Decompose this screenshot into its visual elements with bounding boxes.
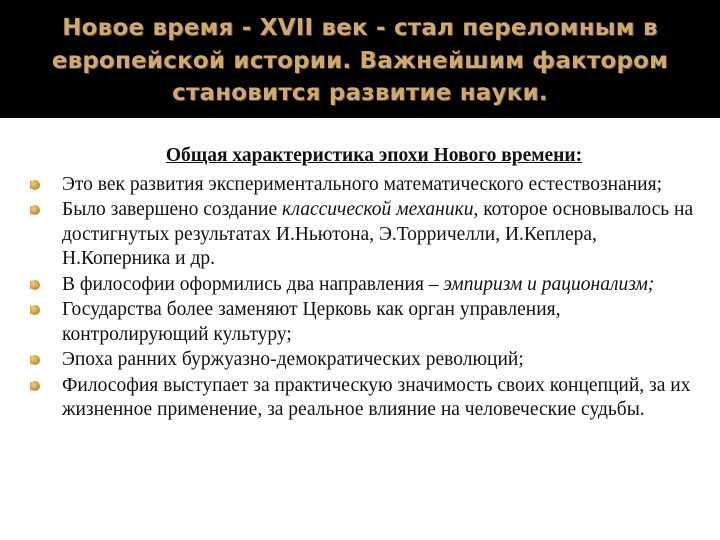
item-text: Эпоха ранних буржуазно-демократических революций; [62, 349, 524, 370]
bullet-icon [30, 180, 35, 190]
item-text: Государства более заменяют Церковь как орган управления, контролирующий культуру; [62, 299, 561, 345]
bullet-icon [30, 305, 35, 315]
list-item [28, 298, 700, 347]
title-band [0, 0, 720, 118]
bullet-icon [30, 355, 35, 365]
bullet-list [28, 173, 700, 423]
item-emphasis: эмпиризм и рационализм; [443, 273, 655, 295]
list-item [28, 348, 700, 373]
bullet-icon [30, 205, 35, 215]
list-item [28, 173, 700, 198]
slide-title: Новое время - XVII век - стал переломным в европейской истории. Важнейшим фактором становится развитие науки. [51, 15, 669, 107]
item-text: Философия выступает за практическую значимость своих концепций, за их жизненное применение, за реальное влияние на человеческие судьбы. [62, 374, 691, 420]
list-item [28, 374, 700, 423]
slide-content [28, 144, 700, 424]
list-item [28, 198, 700, 272]
item-emphasis: классической механики [281, 199, 474, 220]
bullet-icon [30, 381, 35, 391]
section-subtitle: Общая характеристика эпохи Нового времени: [165, 145, 583, 166]
list-item [28, 273, 700, 298]
bullet-icon [30, 280, 35, 290]
item-text-continued: , которое основывалось на достигнутых результатах И.Ньютона, Э.Торричелли, И.Кеплера, Н.Коперника и др. [62, 199, 694, 269]
item-text: В философии оформились два направления – [62, 273, 444, 295]
item-text: Было завершено создание [62, 199, 282, 220]
item-text: Это век развития экспериментального математического естествознания; [62, 173, 662, 195]
